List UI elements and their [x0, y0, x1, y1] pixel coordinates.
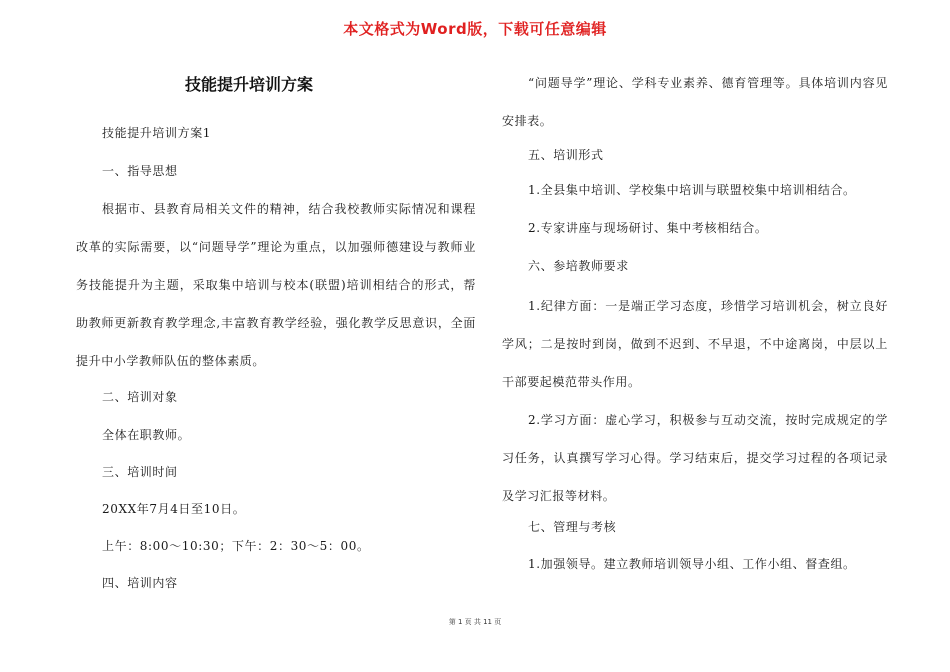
- document-title: 技能提升培训方案: [185, 75, 314, 94]
- training-form-item-1: 1.全县集中培训、学校集中培训与联盟校集中培训相结合。: [528, 183, 856, 197]
- section-heading-7: 七、管理与考核: [528, 520, 617, 534]
- page-number-footer: 第 1 页 共 11 页: [448, 618, 502, 626]
- training-hours-text: 上午：8:00～10:30；下午：2：30～5：00。: [102, 539, 370, 553]
- guiding-ideology-paragraph: 根据市、县教育局相关文件的精神，结合我校教师实际情况和课程改革的实际需要，以“问题导学”理论为重点，以加强师德建设与教师业务技能提升为主题，采取集中培训与校本(联盟)培训相结合的形式，帮助教师更新教育教学理念,丰富教育教学经验，强化教学反思意识，全面提升中小学教师队伍的整体素质。: [76, 202, 476, 368]
- section-heading-3: 三、培训时间: [102, 465, 178, 479]
- plan-subtitle: 技能提升培训方案1: [102, 126, 212, 140]
- management-item-1: 1.加强领导。建立教师培训领导小组、工作小组、督查组。: [528, 557, 856, 571]
- word-format-banner: 本文格式为Word版，下载可任意编辑: [343, 20, 607, 38]
- section-heading-5: 五、培训形式: [528, 148, 604, 162]
- section-heading-4: 四、培训内容: [102, 576, 178, 590]
- training-target-text: 全体在职教师。: [102, 428, 191, 442]
- study-requirement-paragraph: 2.学习方面：虚心学习，积极参与互动交流，按时完成规定的学习任务，认真撰写学习心得。学习结束后，提交学习过程的各项记录及学习汇报等材料。: [502, 413, 888, 503]
- training-form-item-2: 2.专家讲座与现场研讨、集中考核相结合。: [528, 221, 768, 235]
- section-heading-2: 二、培训对象: [102, 390, 178, 404]
- discipline-requirement-paragraph: 1.纪律方面：一是端正学习态度，珍惜学习培训机会，树立良好学风；二是按时到岗，做到不迟到、不早退，不中途离岗，中层以上干部要起模范带头作用。: [502, 299, 888, 389]
- training-date-text: 20XX年7月4日至10日。: [102, 502, 246, 516]
- section-heading-1: 一、指导思想: [102, 164, 178, 178]
- training-content-paragraph: “问题导学”理论、学科专业素养、德育管理等。具体培训内容见安排表。: [502, 76, 888, 128]
- section-heading-6: 六、参培教师要求: [528, 259, 629, 273]
